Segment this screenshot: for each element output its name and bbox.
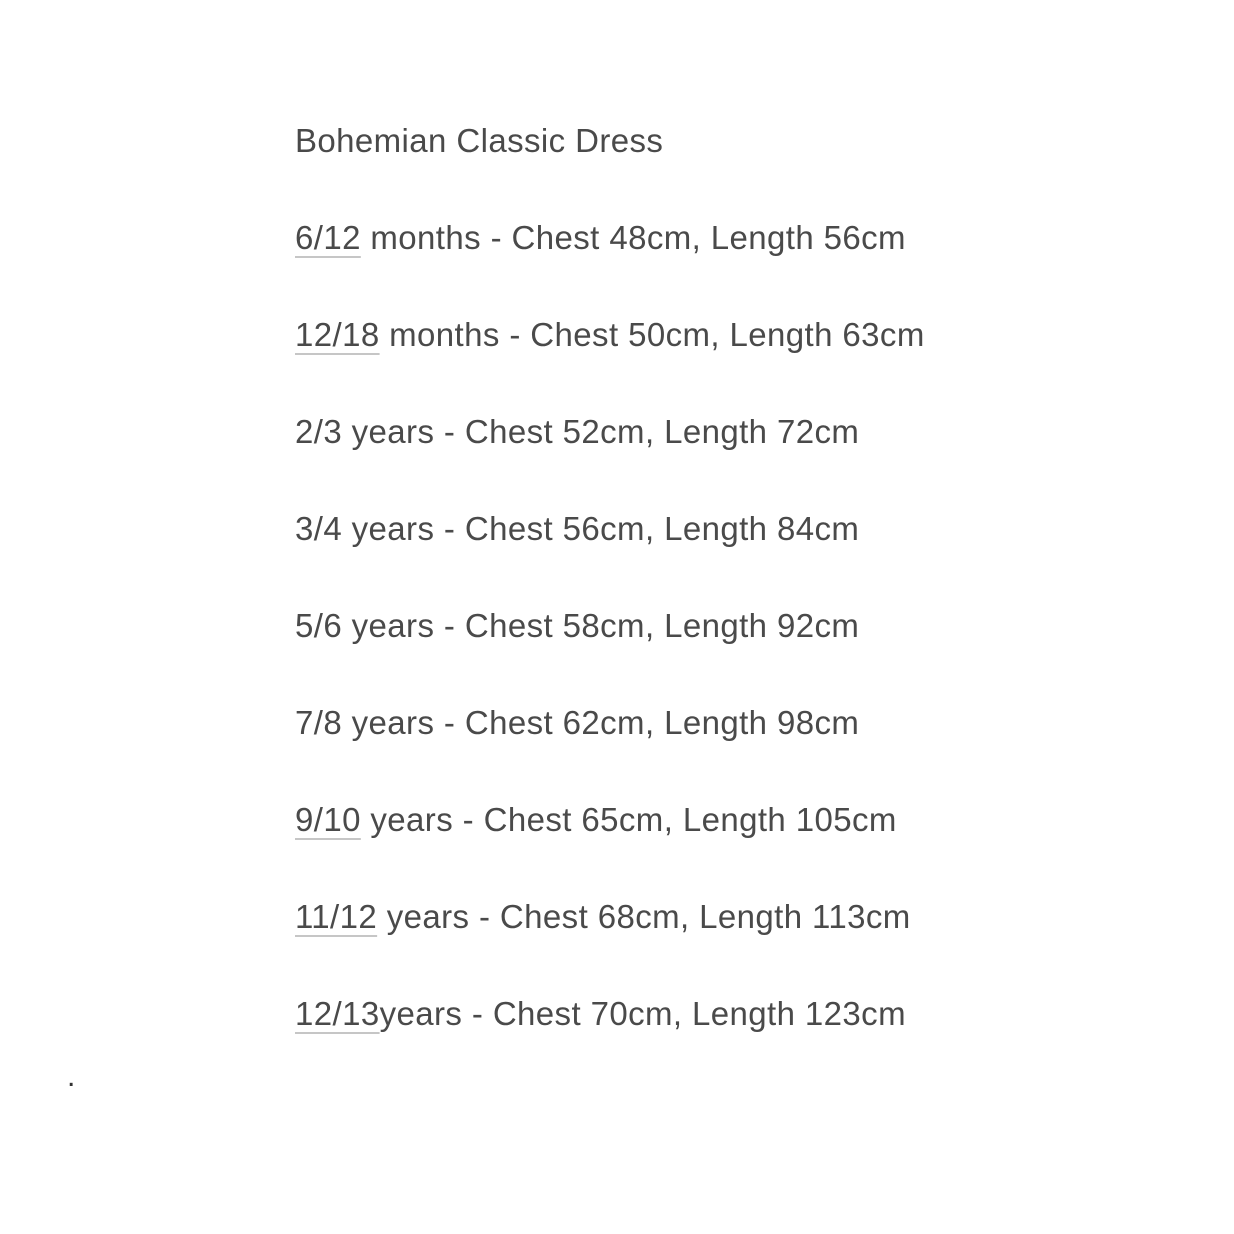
size-range[interactable]: 9/10 [295,801,361,838]
size-description: months - Chest 50cm, Length 63cm [379,316,925,353]
size-description: years - Chest 62cm, Length 98cm [342,704,860,741]
size-range[interactable]: 6/12 [295,219,361,256]
size-range[interactable]: 12/13 [295,995,380,1032]
size-line [295,480,1194,577]
size-line [295,965,1194,1062]
size-description: years - Chest 70cm, Length 123cm [379,995,906,1032]
size-range: 5/6 [295,607,343,644]
size-range[interactable]: 11/12 [295,898,378,935]
size-range[interactable]: 12/18 [295,316,380,353]
page-title: Bohemian Classic Dress [295,122,664,159]
size-line [295,868,1194,965]
size-chart-content [295,92,1194,1062]
size-line [295,577,1194,674]
size-description: years - Chest 58cm, Length 92cm [342,607,860,644]
size-description: years - Chest 65cm, Length 105cm [360,801,897,838]
size-description: months - Chest 48cm, Length 56cm [360,219,906,256]
size-range: 2/3 [295,413,343,450]
size-line [295,771,1194,868]
size-line [295,383,1194,480]
size-lines [295,189,1194,1062]
size-range: 3/4 [295,510,343,547]
size-description: years - Chest 52cm, Length 72cm [342,413,860,450]
size-description: years - Chest 56cm, Length 84cm [342,510,860,547]
size-range: 7/8 [295,704,343,741]
size-description: years - Chest 68cm, Length 113cm [377,898,911,935]
size-line [295,189,1194,286]
stray-dot: . [67,1060,76,1093]
size-line [295,286,1194,383]
size-line [295,674,1194,771]
